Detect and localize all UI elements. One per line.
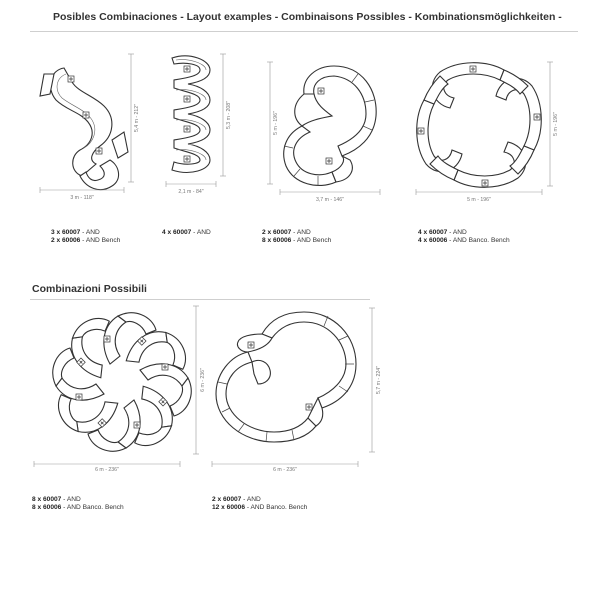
part-qty: 4 x 60007 bbox=[162, 229, 192, 236]
parts-line bbox=[262, 237, 331, 245]
part-qty: 8 x 60007 bbox=[32, 496, 62, 503]
layout-6-parts bbox=[212, 496, 307, 512]
layout-4-drawing bbox=[410, 56, 560, 206]
layout-4-parts bbox=[418, 229, 510, 245]
layout-3-dim-height: 5 m - 196" bbox=[273, 111, 279, 135]
layout-1-seating bbox=[40, 68, 128, 190]
layout-1-drawing bbox=[36, 48, 146, 210]
layout-3-seating bbox=[284, 66, 376, 186]
layout-5-dim-height: 6 m - 236" bbox=[200, 368, 206, 392]
layout-6-dimensions bbox=[212, 308, 382, 473]
layout-2-drawing bbox=[160, 52, 240, 202]
part-desc: - AND Bench bbox=[291, 237, 332, 244]
layout-6-seating bbox=[216, 312, 356, 442]
heading-rule bbox=[30, 31, 578, 32]
layout-1-dim-width: 3 m - 118" bbox=[70, 195, 94, 201]
part-desc: - AND Banco. Bench bbox=[245, 504, 308, 511]
layout-5-dim-width: 6 m - 236" bbox=[95, 467, 119, 473]
part-desc: - AND bbox=[191, 229, 211, 236]
layout-4-seating bbox=[417, 63, 542, 188]
parts-line bbox=[51, 229, 120, 237]
parts-line bbox=[212, 504, 307, 512]
layout-3-drawing bbox=[262, 56, 392, 204]
part-desc: - AND Bench bbox=[80, 237, 121, 244]
layout-1-parts bbox=[51, 229, 120, 245]
part-desc: - AND Banco. Bench bbox=[447, 237, 510, 244]
layout-2-seating bbox=[172, 56, 210, 172]
layout-2-parts bbox=[162, 229, 211, 237]
part-qty: 2 x 60006 bbox=[51, 237, 81, 244]
part-desc: - AND bbox=[447, 229, 467, 236]
parts-line bbox=[32, 504, 124, 512]
part-qty: 8 x 60006 bbox=[32, 504, 62, 511]
layout-6-dim-height: 5,7 m - 224" bbox=[376, 365, 382, 395]
layout-6-dim-width: 6 m - 236" bbox=[273, 467, 297, 473]
heading-rule-2 bbox=[30, 299, 370, 300]
part-qty: 8 x 60006 bbox=[262, 237, 292, 244]
part-qty: 3 x 60007 bbox=[51, 229, 81, 236]
parts-line bbox=[262, 229, 331, 237]
heading-combinazioni: Combinazioni Possibili bbox=[32, 283, 147, 295]
part-desc: - AND bbox=[241, 496, 261, 503]
parts-line bbox=[418, 237, 510, 245]
layout-2-dim-width: 2,1 m - 84" bbox=[178, 189, 204, 195]
heading-layout-examples: Posibles Combinaciones - Layout examples - Combinaisons Possibles - Kombinationsmöglichkeiten - bbox=[53, 11, 562, 23]
parts-line bbox=[162, 229, 211, 237]
layout-4-dim-height: 5 m - 196" bbox=[553, 112, 559, 136]
part-qty: 4 x 60007 bbox=[418, 229, 448, 236]
part-qty: 2 x 60007 bbox=[212, 496, 242, 503]
part-desc: - AND Banco. Bench bbox=[61, 504, 124, 511]
layout-4-dim-width: 5 m - 196" bbox=[467, 197, 491, 203]
layout-5-parts bbox=[32, 496, 124, 512]
layout-6-drawing bbox=[208, 302, 388, 472]
part-qty: 4 x 60006 bbox=[418, 237, 448, 244]
part-desc: - AND bbox=[61, 496, 81, 503]
parts-line bbox=[32, 496, 124, 504]
layout-2-dim-height: 5,3 m - 208" bbox=[226, 100, 232, 130]
parts-line bbox=[51, 237, 120, 245]
layout-1-dim-height: 5,4 m - 212" bbox=[134, 103, 140, 133]
parts-line bbox=[212, 496, 307, 504]
parts-line bbox=[418, 229, 510, 237]
part-desc: - AND bbox=[291, 229, 311, 236]
part-qty: 12 x 60006 bbox=[212, 504, 246, 511]
part-qty: 2 x 60007 bbox=[262, 229, 292, 236]
layout-5-seating bbox=[49, 309, 195, 455]
layout-3-dim-width: 3,7 m - 146" bbox=[315, 197, 345, 203]
part-desc: - AND bbox=[80, 229, 100, 236]
layout-5-drawing bbox=[30, 302, 216, 472]
layout-3-parts bbox=[262, 229, 331, 245]
